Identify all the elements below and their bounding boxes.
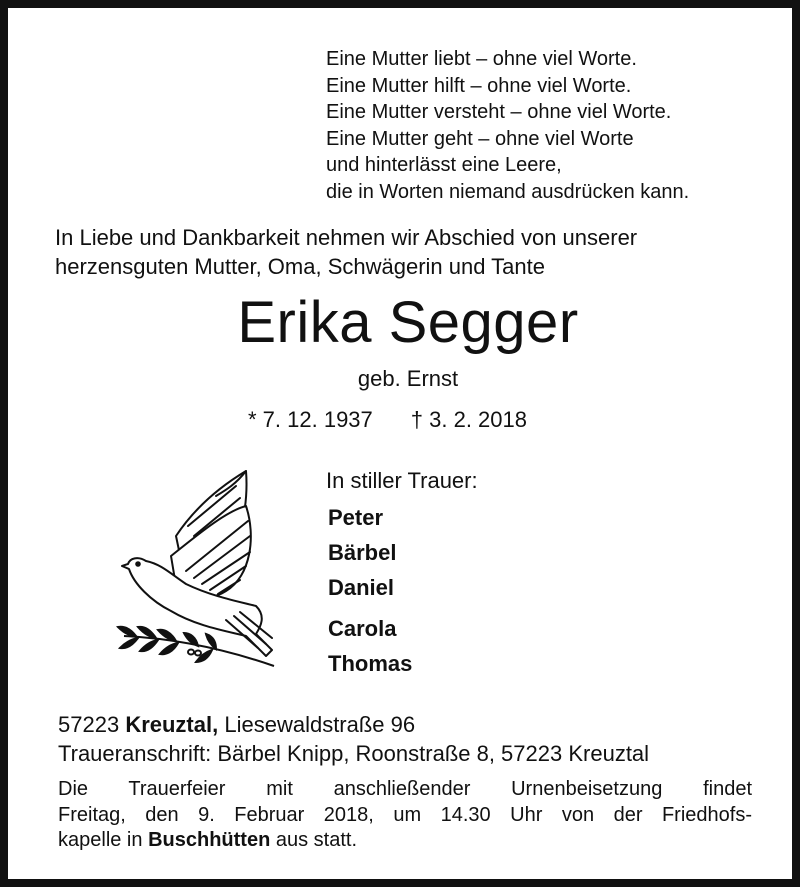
poem-line: Eine Mutter geht – ohne viel Worte — [326, 127, 634, 150]
service-line: Freitag, den 9. Februar 2018, um 14.30 Uhr von der Friedhofs- — [58, 803, 752, 826]
poem-line: Eine Mutter versteht – ohne viel Worte. — [326, 101, 672, 123]
poem-line: die in Worten niemand ausdrücken kann. — [326, 180, 690, 203]
dove-with-olive-branch-icon — [116, 466, 281, 676]
mourner-name: Bärbel — [328, 540, 397, 565]
life-dates — [248, 405, 527, 435]
intro-line: In Liebe und Dankbarkeit nehmen wir Abschied von unserer — [55, 225, 638, 250]
poem-line: und hinterlässt eine Leere, — [326, 154, 562, 176]
death-date: † 3. 2. 2018 — [410, 407, 527, 432]
birth-date: * 7. 12. 1937 — [248, 407, 373, 432]
service-text: kapelle in — [58, 829, 143, 851]
street: Liesewaldstraße 96 — [224, 712, 416, 737]
postal-code: 57223 — [58, 712, 120, 737]
address-block — [58, 710, 778, 768]
city: Kreuztal, — [125, 712, 219, 737]
poem — [326, 46, 689, 205]
mourner-name: Carola — [328, 616, 397, 641]
deceased-name: Erika Segger — [237, 290, 579, 355]
service-place: Buschhütten — [148, 829, 271, 851]
poem-line: Eine Mutter hilft – ohne viel Worte. — [326, 74, 632, 97]
intro-text — [55, 223, 765, 281]
mourner-name: Daniel — [328, 575, 395, 600]
service-line — [58, 828, 752, 854]
mourning-address: Traueranschrift: Bärbel Knipp, Roonstraße 8, 57223 Kreuztal — [58, 741, 650, 766]
service-line: Die Trauerfeier mit anschließender Urnenbeisetzung findet — [58, 778, 752, 800]
poem-line: Eine Mutter liebt – ohne viel Worte. — [326, 48, 637, 70]
service-text: aus statt. — [275, 829, 358, 851]
residence-line — [58, 710, 778, 739]
mourner-name: Peter — [328, 505, 384, 530]
maiden-name: geb. Ernst — [357, 366, 459, 391]
funeral-service-info — [58, 777, 752, 854]
mourning-label: In stiller Trauer: — [326, 468, 478, 493]
mourner-name: Thomas — [328, 651, 413, 676]
intro-line: herzensguten Mutter, Oma, Schwägerin und Tante — [55, 254, 545, 279]
